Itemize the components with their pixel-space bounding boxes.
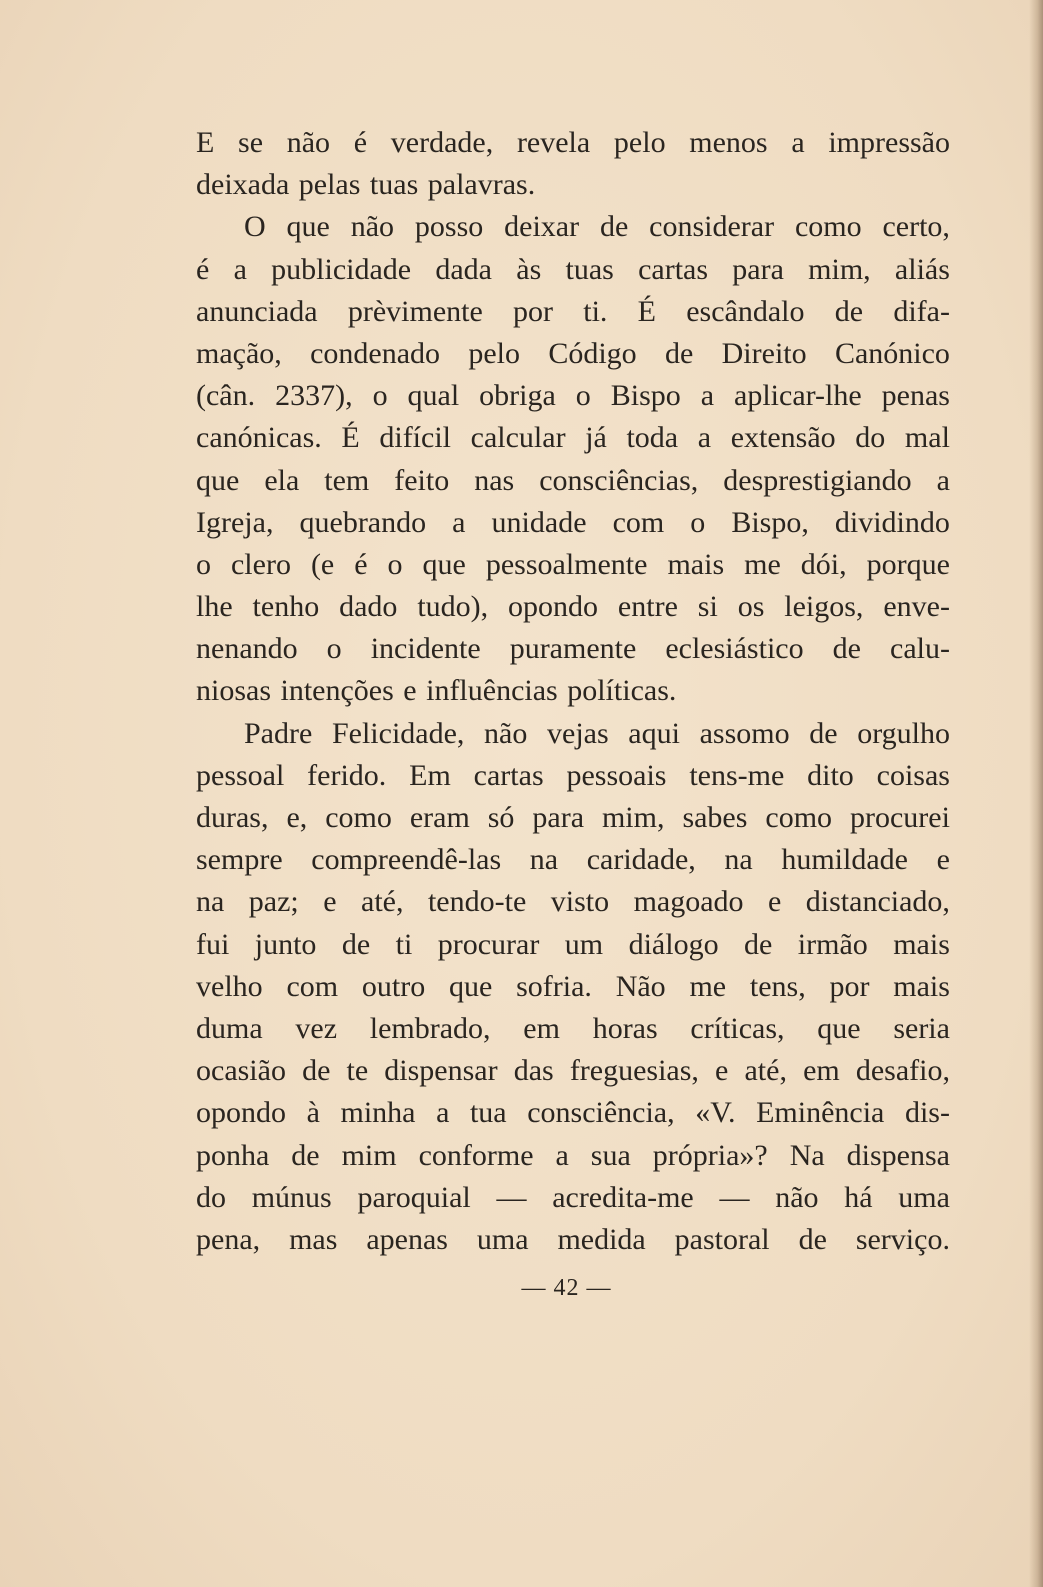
word: procurar <box>437 927 540 961</box>
word: múnus <box>251 1180 332 1214</box>
word: uma <box>476 1222 529 1256</box>
word: certo, <box>882 210 950 244</box>
word: não <box>484 716 528 750</box>
word: aplicar-lhe <box>734 379 862 413</box>
word: o <box>372 379 388 413</box>
word: dispensar <box>384 1054 498 1088</box>
word: Eminência <box>756 1096 885 1130</box>
word: é <box>196 252 210 286</box>
word: puramente <box>509 632 637 666</box>
word: até, <box>744 1054 787 1088</box>
text-line <box>196 122 950 164</box>
word: ti. <box>583 294 608 328</box>
word: Em <box>409 758 451 792</box>
word: das <box>513 1054 554 1088</box>
word: a <box>436 1096 450 1130</box>
word: há <box>844 1180 873 1214</box>
word: como <box>765 801 833 834</box>
word: o <box>326 632 342 666</box>
word: revela <box>516 126 591 159</box>
text-line <box>196 417 950 459</box>
word: nenando <box>196 632 298 666</box>
word: quebrando <box>299 505 427 539</box>
word: dada <box>435 252 492 286</box>
word: tens-me <box>689 758 785 792</box>
word: outro <box>361 969 426 1003</box>
word: toda <box>626 421 679 455</box>
word: conforme <box>418 1138 534 1172</box>
text-line <box>196 586 950 628</box>
word: mação, <box>196 336 282 370</box>
word: penas <box>881 379 950 413</box>
word: a <box>452 505 466 539</box>
word: mim, <box>601 801 665 834</box>
text-line <box>196 544 950 586</box>
text-line: deixada pelas tuas palavras. <box>196 168 536 202</box>
word: sabes <box>682 801 748 834</box>
word: Padre <box>244 716 313 750</box>
word: prèvimente <box>347 294 483 328</box>
word: lhe <box>196 590 233 624</box>
word: e <box>936 843 950 877</box>
word: difa- <box>893 294 950 328</box>
word: Não <box>615 969 666 1003</box>
word: escândalo <box>686 294 805 328</box>
word: freguesias, <box>569 1054 699 1088</box>
word: cartas <box>473 758 544 792</box>
word: não <box>286 126 331 159</box>
word: É <box>341 421 360 455</box>
word: pessoais <box>566 758 667 792</box>
text-line <box>196 206 950 248</box>
word: de <box>599 210 629 244</box>
text-line <box>196 375 950 417</box>
word: junto <box>254 927 317 961</box>
word: magoado <box>633 885 744 919</box>
word: de <box>744 927 773 961</box>
text-line <box>196 839 950 881</box>
word: um <box>564 927 604 961</box>
word: — <box>496 1180 527 1214</box>
word: canónicas. <box>196 421 322 455</box>
word: O <box>244 210 266 244</box>
word: lembrado, <box>369 1011 491 1045</box>
word: minha <box>340 1096 416 1130</box>
word: Direito <box>721 336 807 370</box>
word: Código <box>548 336 637 370</box>
word: — <box>719 1180 750 1214</box>
word: o <box>690 505 706 539</box>
word: que <box>286 210 330 244</box>
word: mim, <box>808 252 871 286</box>
word: E <box>196 126 215 159</box>
text-line <box>196 713 950 755</box>
word: pessoal <box>196 758 285 792</box>
text-line <box>196 502 950 544</box>
word: para <box>532 801 585 834</box>
word: clero <box>230 547 291 581</box>
word: ferido. <box>307 758 387 792</box>
word: de <box>665 336 694 370</box>
word: o <box>196 547 211 581</box>
word: Felicidade, <box>331 716 465 750</box>
word: extensão <box>730 421 836 455</box>
word: Bispo, <box>731 505 809 539</box>
word: se <box>238 126 264 159</box>
word: anunciada <box>196 294 318 328</box>
word: tenho <box>252 590 320 624</box>
word: seria <box>893 1011 950 1045</box>
word: mais <box>893 969 950 1003</box>
word: (e <box>310 547 335 581</box>
word: sempre <box>196 843 283 877</box>
word: em <box>523 1011 560 1045</box>
word: com <box>286 969 339 1003</box>
word: na <box>196 885 225 919</box>
word: de <box>832 632 861 666</box>
word: pastoral <box>674 1222 770 1256</box>
word: me <box>689 969 727 1003</box>
word: tua <box>469 1096 507 1130</box>
word: na <box>724 843 753 877</box>
word: «V. <box>695 1096 736 1130</box>
word: Bispo <box>610 379 681 413</box>
word: a <box>697 421 712 455</box>
text-line <box>196 755 950 797</box>
word: de <box>798 1222 827 1256</box>
word: duma <box>196 1011 263 1045</box>
word: por <box>513 294 554 328</box>
word: que <box>422 547 466 581</box>
text-line <box>196 966 950 1008</box>
word: de <box>834 294 864 328</box>
word: porque <box>866 547 950 581</box>
word: não <box>350 210 395 244</box>
word: serviço. <box>855 1222 950 1256</box>
word: É <box>637 294 656 328</box>
word: calcular <box>470 421 566 455</box>
text-line <box>196 1219 950 1261</box>
word: já <box>585 421 607 455</box>
word: sua <box>590 1138 631 1172</box>
word: e <box>715 1054 729 1088</box>
word: tens, <box>749 969 806 1003</box>
word: te <box>346 1054 369 1088</box>
word: cartas <box>638 252 709 286</box>
word: mal <box>904 421 950 455</box>
word: às <box>516 252 542 286</box>
word: tendo-te <box>427 885 527 919</box>
word: desprestigiando <box>723 463 912 497</box>
word: mim <box>341 1138 397 1172</box>
word: o <box>575 379 591 413</box>
word: considerar <box>649 210 775 244</box>
word: de <box>809 716 838 750</box>
word: obriga <box>479 379 556 413</box>
word: (cân. <box>196 379 256 413</box>
word: tem <box>324 463 370 497</box>
word: mais <box>893 927 950 961</box>
text-line <box>196 628 950 670</box>
word: Igreja, <box>196 505 274 539</box>
word: diálogo <box>628 927 719 961</box>
body-text <box>196 122 950 1261</box>
word: não <box>775 1180 819 1214</box>
word: distanciado, <box>805 885 950 919</box>
word: de <box>302 1054 331 1088</box>
word: como <box>794 210 862 244</box>
word: a <box>791 126 805 159</box>
word: posso <box>414 210 484 244</box>
word: paz; <box>248 885 299 919</box>
word: na <box>529 843 559 877</box>
word: tuas <box>565 252 614 286</box>
word: entre <box>617 590 678 624</box>
word: por <box>829 969 870 1003</box>
word: a <box>233 252 247 286</box>
word: qual <box>407 379 460 413</box>
word: orgulho <box>857 716 950 750</box>
word: Canónico <box>834 336 950 370</box>
word: duras, <box>196 801 269 834</box>
word: impressão <box>828 126 950 159</box>
text-line <box>196 881 950 923</box>
word: vez <box>295 1011 338 1045</box>
word: paroquial <box>357 1180 471 1214</box>
text-line <box>196 249 950 291</box>
word: feito <box>394 463 450 497</box>
word: apenas <box>366 1222 448 1256</box>
word: ti <box>395 927 413 961</box>
word: compreendê-las <box>311 843 502 877</box>
word: 2337), <box>275 379 353 413</box>
word: é <box>353 126 368 159</box>
word: é <box>354 547 368 581</box>
word: consciências, <box>539 463 699 497</box>
word: eram <box>409 801 470 834</box>
word: dividindo <box>834 505 950 539</box>
word: que <box>448 969 493 1003</box>
text-line <box>196 460 950 502</box>
text-line <box>196 1008 950 1050</box>
word: publicidade <box>271 252 412 286</box>
word: opondo <box>196 1096 286 1130</box>
word: dói, <box>800 547 847 581</box>
word: eclesiástico <box>665 632 804 666</box>
word: horas <box>592 1011 658 1045</box>
word: ocasião <box>196 1054 286 1088</box>
text-line <box>196 924 950 966</box>
word: caridade, <box>586 843 696 877</box>
word: dado <box>339 590 398 624</box>
word: do <box>196 1180 226 1214</box>
word: incidente <box>370 632 481 666</box>
word: enve- <box>883 590 950 624</box>
word: humildade <box>781 843 908 877</box>
word: assomo <box>699 716 790 750</box>
word: e <box>768 885 782 919</box>
word: fui <box>196 927 230 961</box>
word: e <box>323 885 337 919</box>
word: me <box>744 547 781 581</box>
word: com <box>612 505 665 539</box>
word: leigos, <box>784 590 864 624</box>
word: de <box>341 927 371 961</box>
word: sofria. <box>516 969 592 1003</box>
word: mas <box>289 1222 338 1256</box>
word: pelo <box>613 126 666 159</box>
word: aqui <box>628 716 680 750</box>
word: até, <box>361 885 404 919</box>
word: que <box>817 1011 861 1045</box>
word: só <box>487 801 515 834</box>
word: do <box>855 421 886 455</box>
word: vejas <box>547 716 609 750</box>
word: em <box>803 1054 840 1088</box>
word: pelo <box>468 336 521 370</box>
word: críticas, <box>690 1011 785 1045</box>
word: a <box>700 379 715 413</box>
word: para <box>732 252 784 286</box>
word: consciência, <box>527 1096 675 1130</box>
text-line <box>196 1092 950 1134</box>
word: à <box>306 1096 320 1130</box>
word: acredita-me <box>552 1180 694 1214</box>
word: dispensa <box>846 1138 950 1172</box>
word: deixar <box>504 210 580 244</box>
text-line <box>196 1135 950 1177</box>
word: os <box>737 590 765 624</box>
word: mais <box>667 547 725 581</box>
word: procurei <box>849 801 950 834</box>
text-line <box>196 1177 950 1219</box>
word: pena, <box>196 1222 261 1256</box>
page-binding-shadow <box>1029 0 1043 1587</box>
word: a <box>555 1138 569 1172</box>
word: desafio, <box>855 1054 950 1088</box>
word: calu- <box>890 632 950 666</box>
word: de <box>291 1138 320 1172</box>
word: Na <box>789 1138 825 1172</box>
word: uma <box>898 1180 950 1214</box>
word: ponha <box>196 1138 270 1172</box>
text-line <box>196 333 950 375</box>
word: si <box>697 590 718 624</box>
word: dis- <box>904 1096 950 1130</box>
word: velho <box>196 969 263 1003</box>
word: pessoalmente <box>485 547 648 581</box>
text-line <box>196 291 950 333</box>
word: a <box>936 463 950 497</box>
word: visto <box>550 885 610 919</box>
word: menos <box>689 126 768 159</box>
page-number: — 42 — <box>521 1275 612 1301</box>
word: condenado <box>310 336 441 370</box>
word: opondo <box>508 590 599 624</box>
word: nas <box>474 463 515 497</box>
text-line <box>196 1050 950 1092</box>
word: e, <box>286 801 308 834</box>
word: dito <box>807 758 854 792</box>
word: tudo), <box>417 590 489 624</box>
word: aliás <box>894 252 950 286</box>
word: irmão <box>797 927 868 961</box>
word: ela <box>264 463 300 497</box>
word: coisas <box>876 758 950 792</box>
word: própria»? <box>652 1138 768 1172</box>
word: difícil <box>379 421 452 455</box>
word: verdade, <box>390 126 494 159</box>
word: o <box>387 547 403 581</box>
text-line: niosas intenções e influências políticas. <box>196 674 677 708</box>
word: como <box>325 801 392 834</box>
text-line <box>196 797 950 839</box>
word: que <box>196 463 240 497</box>
word: unidade <box>491 505 587 539</box>
word: medida <box>557 1222 646 1256</box>
